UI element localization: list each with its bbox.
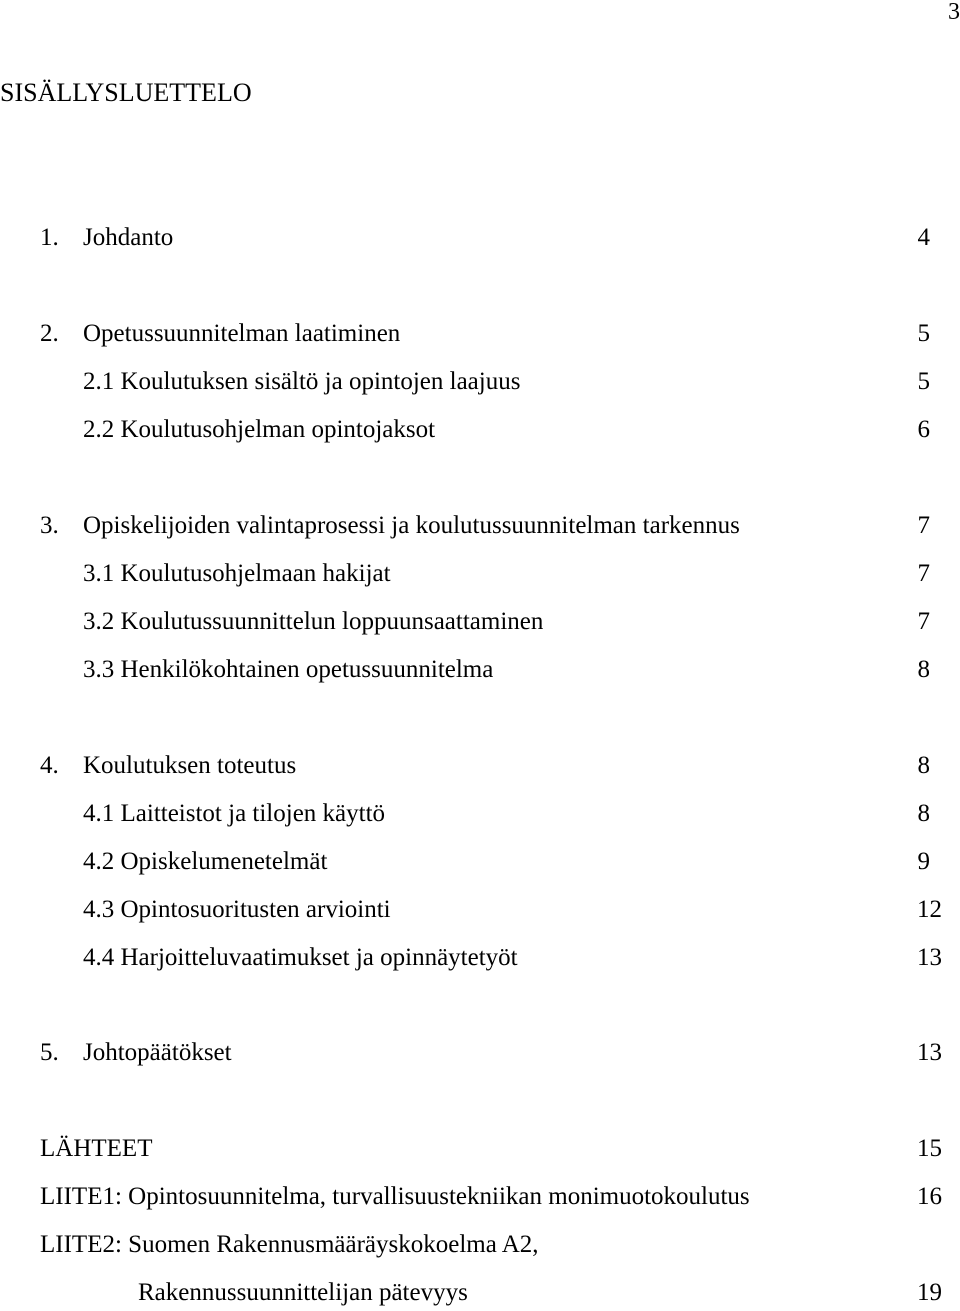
toc-entry-4-3 xyxy=(0,897,960,927)
toc-entry-page: 15 xyxy=(917,1135,942,1162)
toc-entry-number: 4. xyxy=(40,752,59,779)
toc-entry-page: 8 xyxy=(917,656,930,683)
toc-entry-label: LIITE1: Opintosuunnitelma, turvallisuustekniikan monimuotokoulutus xyxy=(40,1183,750,1210)
toc-entry-label: Koulutuksen toteutus xyxy=(83,752,297,779)
toc-entry-label: Johtopäätökset xyxy=(83,1039,232,1066)
toc-entry-4-1 xyxy=(0,801,960,831)
toc-entry-page: 16 xyxy=(917,1183,942,1210)
toc-entry-label: Rakennussuunnittelijan pätevyys xyxy=(138,1279,468,1306)
toc-entry-label: 4.3 Opintosuoritusten arviointi xyxy=(83,896,391,923)
toc-entry-4 xyxy=(0,753,960,783)
toc-entry-page: 9 xyxy=(917,848,930,875)
toc-entry-2-1 xyxy=(0,369,960,399)
toc-entry-label: Johdanto xyxy=(83,224,174,251)
toc-entry-number: 1. xyxy=(40,224,59,251)
toc-entry-page: 13 xyxy=(917,944,942,971)
toc-entry-label: 3.2 Koulutussuunnittelun loppuunsaattaminen xyxy=(83,608,544,635)
toc-entry-2-2 xyxy=(0,417,960,447)
toc-entry-label: 3.1 Koulutusohjelmaan hakijat xyxy=(83,560,391,587)
toc-entry-page: 8 xyxy=(917,752,930,779)
toc-entry-4-2 xyxy=(0,849,960,879)
toc-entry-label: Opetussuunnitelman laatiminen xyxy=(83,320,401,347)
toc-entry-lahteet xyxy=(0,1136,960,1166)
toc-entry-number: 5. xyxy=(40,1039,59,1066)
page-number: 3 xyxy=(948,0,960,25)
toc-entry-page: 8 xyxy=(917,800,930,827)
toc-entry-page: 7 xyxy=(917,560,930,587)
toc-entry-page: 4 xyxy=(917,224,930,251)
toc-entry-4-4 xyxy=(0,945,960,975)
toc-entry-label: LÄHTEET xyxy=(40,1135,153,1162)
toc-entry-label: 3.3 Henkilökohtainen opetussuunnitelma xyxy=(83,656,494,683)
toc-entry-5 xyxy=(0,1040,960,1070)
toc-entry-3-2 xyxy=(0,609,960,639)
toc-entry-liite2 xyxy=(0,1232,960,1262)
toc-entry-page: 13 xyxy=(917,1039,942,1066)
toc-entry-number: 2. xyxy=(40,320,59,347)
toc-entry-3-3 xyxy=(0,657,960,687)
toc-entry-1 xyxy=(0,225,960,255)
toc-entry-number: 3. xyxy=(40,512,59,539)
toc-entry-liite2-cont xyxy=(0,1280,960,1310)
toc-entry-label: 2.2 Koulutusohjelman opintojaksot xyxy=(83,416,436,443)
toc-entry-page: 19 xyxy=(917,1279,942,1306)
toc-entry-3-1 xyxy=(0,561,960,591)
toc-entry-page: 7 xyxy=(917,608,930,635)
toc-entry-3 xyxy=(0,513,960,543)
toc-entry-label: 4.4 Harjoitteluvaatimukset ja opinnäytetyöt xyxy=(83,944,518,971)
toc-entry-page: 12 xyxy=(917,896,942,923)
toc-entry-label: 2.1 Koulutuksen sisältö ja opintojen laajuus xyxy=(83,368,521,395)
toc-entry-liite1 xyxy=(0,1184,960,1214)
toc-entry-label: 4.2 Opiskelumenetelmät xyxy=(83,848,328,875)
toc-entry-label: LIITE2: Suomen Rakennusmääräyskokoelma A2, xyxy=(40,1231,539,1258)
toc-entry-page: 5 xyxy=(917,368,930,395)
toc-entry-label: Opiskelijoiden valintaprosessi ja koulutussuunnitelman tarkennus xyxy=(83,512,740,539)
toc-entry-label: 4.1 Laitteistot ja tilojen käyttö xyxy=(83,800,386,827)
toc-entry-page: 7 xyxy=(917,512,930,539)
toc-entry-page: 6 xyxy=(917,416,930,443)
toc-title: SISÄLLYSLUETTELO xyxy=(0,78,252,107)
toc-entry-2 xyxy=(0,321,960,351)
toc-entry-page: 5 xyxy=(917,320,930,347)
